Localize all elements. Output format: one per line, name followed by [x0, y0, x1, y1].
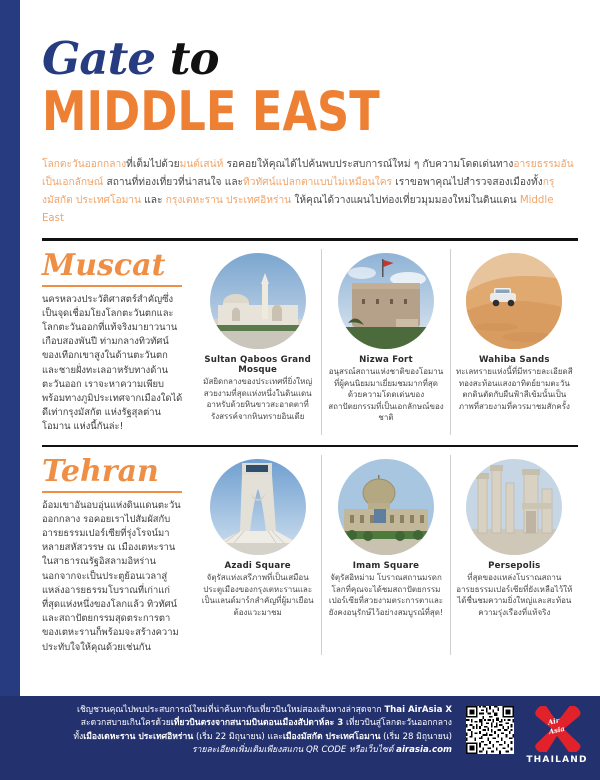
caption-title-sultan-qaboos: Sultan Qaboos Grand Mosque	[204, 355, 311, 375]
photo-cell-persepolis	[450, 455, 578, 655]
caption-title-persepolis: Persepolis	[488, 561, 541, 572]
left-accent-bar	[0, 0, 20, 780]
footer-brand: Thai AirAsia X	[384, 705, 452, 715]
caption-body-nizwa-fort: อนุสรณ์สถานแห่งชาติของโอมานที่ผู้คนนิยมมาเยี่ยมชมมากที่สุดด้วยความโดดเด่นของสถาปัตยกรรมที่เป็นเอกลักษณ์ของชาติ	[328, 367, 444, 423]
footer-line3-d: เมืองมัสกัต ประเทศโอมาน	[282, 731, 381, 742]
footer-line-4	[20, 744, 452, 757]
caption-title-nizwa-fort: Nizwa Fort	[359, 355, 413, 365]
section-muscat	[42, 249, 578, 447]
section-tehran	[42, 455, 578, 655]
footer-promo-text	[20, 704, 466, 758]
photo-cell-azadi-square	[194, 455, 321, 655]
persepolis-photo	[466, 459, 562, 555]
city-description-tehran: อ้อมเขาอันอบอุ่นแห่งดินแดนตะวันออกกลาง รอคอยเราไปสัมผัสกับอารยธรรมเปอร์เซียที่รุ่งโรจน์มาหลายสหัสวรรษ ณ เมืองเตหะรานในสาธารณรัฐอิสลามอิหร่าน นอกจากจะเป็นประตูย้อนเวลาสู่แหล่งอารยธรรมโบราณที่เก่าแก่ที่สุดแห่งหนึ่งของโลกแล้ว ทิวทัศน์และสถาปัตยกรรมสุดตระการตาของเตหะรานก็พร้อมจะสร้างความประทับใจให้คุณด้วยเช่นกัน	[42, 499, 181, 653]
intro-span-7: สถานที่ท่องเที่ยวที่น่าสนใจ และ	[103, 177, 244, 188]
airasia-logo-block	[514, 706, 600, 765]
intro-span-5: อารยธรรมอัน	[513, 159, 574, 170]
title-word-gate: Gate	[42, 32, 156, 85]
city-title-tehran: Tehran	[42, 454, 159, 490]
intro-span-2: ที่เต็มไปด้วย	[126, 159, 180, 170]
qr-code[interactable]	[466, 706, 514, 754]
caption-title-azadi-square: Azadi Square	[224, 561, 291, 572]
logo-country-label: THAILAND	[526, 755, 588, 765]
title-word-to: to	[169, 32, 219, 85]
page-title-line1	[42, 32, 578, 85]
caption-body-azadi-square: จัตุรัสแห่งเสรีภาพที่เป็นเสมือนประตูเมืองของกรุงเตหะรานและเป็นแลนด์มาร์กสำคัญที่ผู้มาเยือนต้องแวะมาชม	[201, 573, 314, 617]
intro-span-3: มนต์เสน่ห์	[179, 159, 224, 170]
footer-line3-a: ทั้ง	[73, 731, 84, 742]
nizwa-fort-photo	[338, 253, 434, 349]
footer-line3-b: เมืองเตหะราน ประเทศอิหร่าน	[83, 731, 194, 742]
intro-span-6: เป็นเอกลักษณ์	[42, 177, 104, 188]
wahiba-sands-photo	[466, 253, 562, 349]
caption-title-wahiba-sands: Wahiba Sands	[478, 355, 550, 365]
intro-span-1: โลกตะวันออกกลาง	[42, 159, 127, 170]
footer-line3-e: (เริ่ม 28 มิถุนายน)	[380, 731, 452, 742]
caption-body-sultan-qaboos: มัสยิดกลางของประเทศที่ยิ่งใหญ่สวยงามที่สุดแห่งหนึ่งในดินแดนอาหรับด้วยหินขาวสะอาดตาที่รังสรรค์จากหินทรายอินเดีย	[203, 377, 313, 421]
footer-line1-a: เชิญชวนคุณไปพบประสบการณ์ใหม่ที่น่าค้นหากับเที่ยวบินใหม่สองเส้นทางล่าสุดจาก	[77, 705, 385, 715]
footer-bar	[0, 696, 600, 780]
sultan-qaboos-grand-mosque-photo	[210, 253, 306, 349]
divider-middle	[42, 445, 578, 448]
intro-paragraph	[42, 156, 578, 228]
imam-square-photo	[338, 459, 434, 555]
intro-span-14: Middle East	[42, 195, 554, 224]
footer-line2-b: เที่ยวบินตรงจากสนามบินดอนเมืองสัปดาห์ละ 3	[170, 718, 344, 729]
caption-body-imam-square: จัตุรัสอิหม่าม โบราณสถานมรดกโลกที่คุณจะได้ชมสถาปัตยกรรมเปอร์เซียที่สวยงามตระการตาและยังคงอนุรักษ์ไว้อย่างสมบูรณ์ที่สุด!	[328, 573, 444, 617]
photo-cell-wahiba-sands	[450, 249, 578, 435]
footer-line4-text: รายละเอียดเพิ่มเติมเพียงสแกน QR CODE หรือเว็บไซต์	[192, 745, 397, 756]
footer-line-1	[20, 704, 452, 717]
intro-span-8: ทิวทัศน์แปลกตาแบบไม่เหมือนใคร	[243, 177, 392, 188]
footer-website[interactable]: airasia.com	[396, 745, 452, 756]
footer-line-2	[20, 717, 452, 730]
city-title-underline	[42, 285, 182, 287]
content-area	[20, 0, 600, 780]
masthead	[42, 0, 578, 143]
caption-body-wahiba-sands: ทะเลทรายแห่งนี้ที่มีทรายละเอียดสีทองสะท้อนแสงอาทิตย์ยามตะวันตกดินตัดกับผืนฟ้าสีเข้มนั้นเป็นภาพที่สวยงามที่ควรมาชมสักครั้ง	[456, 367, 573, 411]
footer-line3-c: (เริ่ม 22 มิถุนายน) และ	[193, 731, 283, 742]
azadi-square-photo	[210, 459, 306, 555]
city-description-muscat: นครหลวงประวัติศาสตร์สำคัญซึ่งเป็นจุดเชื่อมโยงโลกตะวันตกและโลกตะวันออกที่แท้จริงมายาวนานเกือบสองพันปี ท่ามกลางทิวทัศน์ของเทือกเขาสูงในด้านตะวันตก และชายฝั่งทะเลอาหรับทางด้านตะวันออก เราจะหาความเพียบพร้อมทางภูมิประเทศจากเมืองใดได้ดีเท่ากรุงมัสกัต แห่งรัฐสุลต่านโอมาน แห่งนี้กันล่ะ!	[42, 293, 183, 433]
footer-line2-a: สะดวกสบายเกินใครด้วย	[80, 718, 171, 729]
footer-line-3	[20, 731, 452, 744]
svg-text:Air: Air	[547, 716, 561, 727]
city-title-muscat: Muscat	[42, 248, 166, 283]
intro-span-4: รอคอยให้คุณได้ไปค้นพบประสบการณ์ใหม่ ๆ กับความโดดเด่นทาง	[223, 159, 514, 170]
intro-span-11: และ	[141, 195, 166, 206]
photo-cell-imam-square	[321, 455, 449, 655]
intro-span-9: เราขอพาคุณไปสำรวจสองเมืองทั้ง	[392, 177, 543, 188]
page-title-line2: MIDDLE EAST	[42, 80, 380, 143]
caption-title-imam-square: Imam Square	[352, 561, 420, 572]
muscat-photo-row	[194, 249, 578, 435]
intro-span-13: ให้คุณได้วางแผนไปท่องเที่ยวมุมมองใหม่ในดินแดน	[291, 195, 520, 206]
tehran-text-column	[42, 455, 194, 655]
svg-text:Asia: Asia	[548, 724, 566, 737]
airasia-x-logo	[531, 706, 583, 752]
muscat-text-column	[42, 249, 194, 435]
intro-span-12: กรุงเตหะราน ประเทศอิหร่าน	[165, 195, 292, 206]
photo-cell-sultan-qaboos	[194, 249, 321, 435]
city-title-underline	[42, 491, 182, 493]
caption-body-persepolis: ที่สุดของแหล่งโบราณสถานอารยธรรมเปอร์เซียที่ยังเหลือไว้ให้ได้ชื่นชมความยิ่งใหญ่และสะท้อนความรุ่งเรืองที่แท้จริง	[456, 573, 573, 617]
tehran-photo-row	[194, 455, 578, 655]
photo-cell-nizwa-fort	[321, 249, 449, 435]
divider-top	[42, 238, 578, 241]
footer-line2-c: เที่ยวบินสู่โลกตะวันออกกลาง	[343, 718, 452, 729]
intro-span-10: กรุงมัสกัต ประเทศโอมาน	[42, 177, 555, 206]
